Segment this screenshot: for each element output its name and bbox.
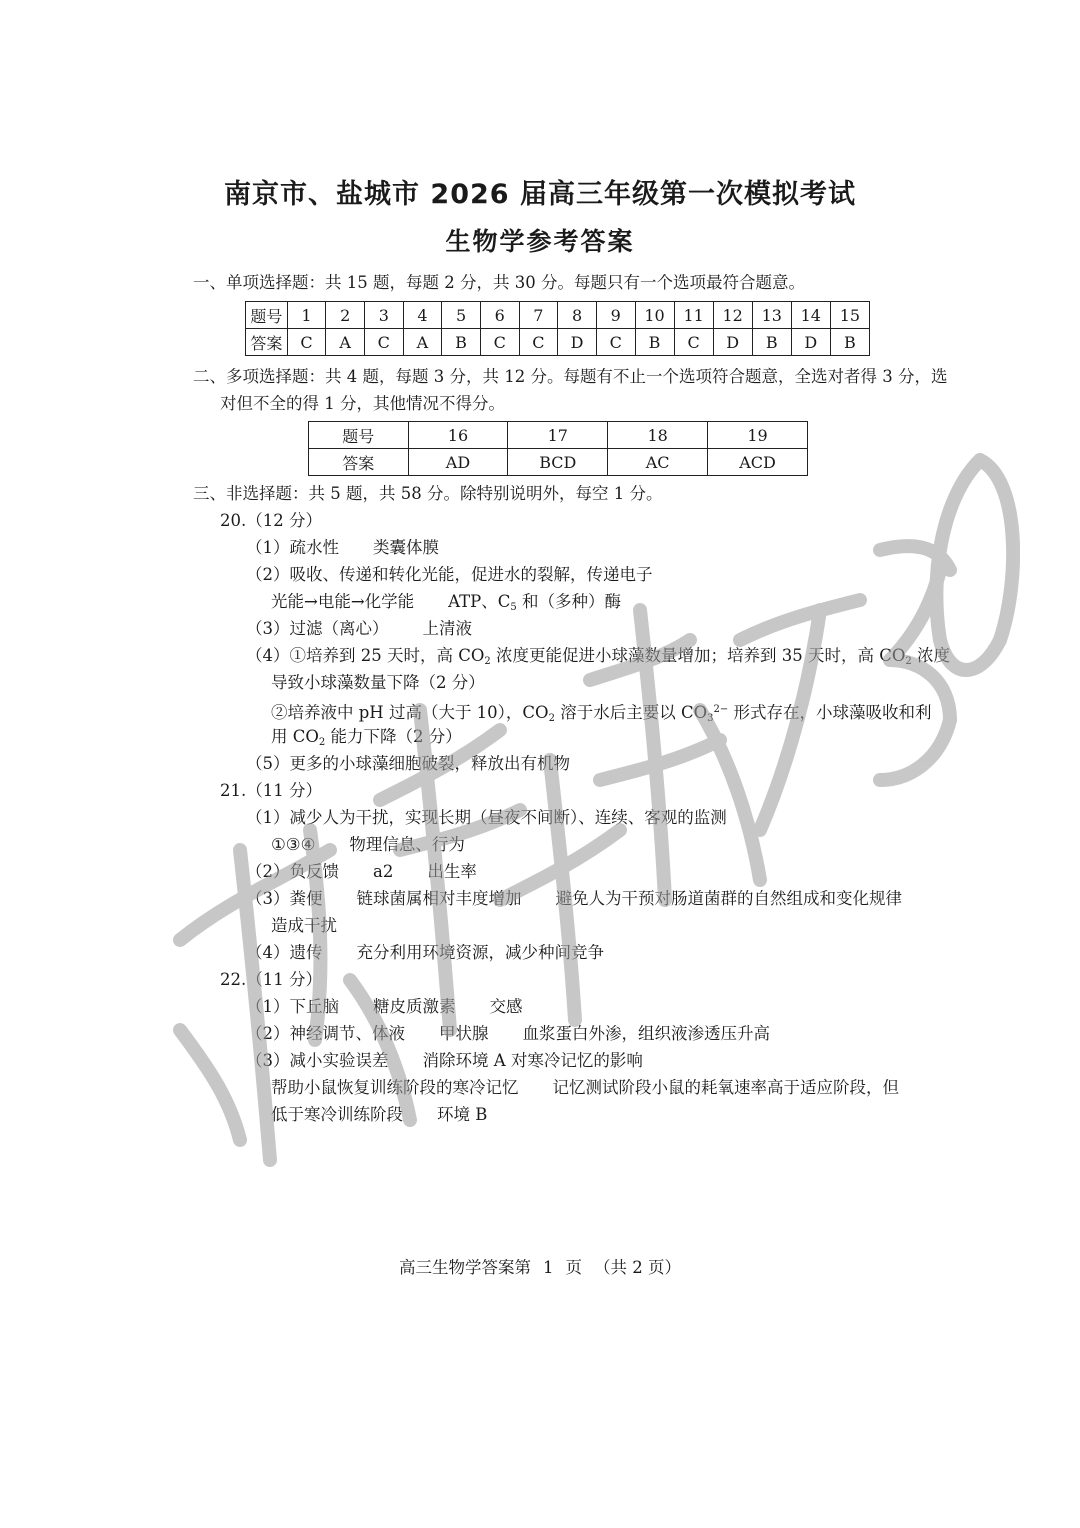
q20-part4-line4 [271, 726, 462, 754]
answer-text: ATP、C [448, 592, 511, 611]
answer-cell: C [480, 329, 519, 356]
answer-text: 记忆测试阶段小鼠的耗氧速率高于适应阶段，但 [552, 1078, 899, 1097]
question-number: 6 [480, 302, 519, 329]
question-number: 17 [508, 422, 608, 449]
answer-text: 环境 B [437, 1105, 488, 1124]
answer-text: 出生率 [427, 862, 477, 881]
answer-cell: B [635, 329, 674, 356]
answer-text: （4）遗传 [246, 943, 323, 962]
page-title: 南京市、盐城市 2026 届高三年级第一次模拟考试 [224, 179, 856, 210]
answer-text: 浓度 [911, 646, 951, 665]
answer-cell: A [326, 329, 365, 356]
answer-text: 消除环境 A 对寒冷记忆的影响 [422, 1051, 643, 1070]
section3-heading: 三、非选择题：共 5 题，共 58 分。除特别说明外，每空 1 分。 [193, 484, 663, 503]
question-number: 12 [713, 302, 752, 329]
answer-cell: ACD [708, 449, 808, 476]
answer-text: 和（多种）酶 [516, 592, 622, 611]
q20-part1 [246, 537, 439, 559]
q21-part4 [246, 942, 604, 964]
q21-part3-line1 [246, 888, 902, 910]
answer-text: a2 [373, 862, 394, 881]
question-number: 9 [596, 302, 635, 329]
answer-text: 血浆蛋白外渗，组织液渗透压升高 [522, 1024, 770, 1043]
q21-part1-line1: （1）减少人为干扰，实现长期（昼夜不间断）、连续、客观的监测 [246, 808, 727, 827]
footer-label: 高三生物学答案第 [399, 1258, 531, 1277]
answer-text: 物理信息、行为 [349, 835, 465, 854]
question-number: 13 [752, 302, 791, 329]
question-number: 19 [708, 422, 808, 449]
page-number: 1 [543, 1258, 554, 1277]
question-number: 7 [519, 302, 558, 329]
q20-part2-line2 [271, 591, 621, 619]
answer-text: ②培养液中 pH 过高（大于 10），CO [271, 703, 549, 722]
answer-text: 避免人为干预对肠道菌群的自然组成和变化规律 [555, 889, 902, 908]
table-row [246, 302, 870, 329]
subscript: 2 [318, 737, 326, 748]
answer-cell: B [830, 329, 869, 356]
q21-title: 21.（11 分） [220, 781, 322, 800]
q21-part1-line2 [271, 834, 465, 856]
subscript: 2 [548, 713, 555, 724]
q21-part3-line2: 造成干扰 [271, 916, 337, 935]
q22-part2 [246, 1023, 770, 1045]
table-row [309, 422, 808, 449]
page-footer [0, 1254, 1080, 1278]
question-number: 15 [830, 302, 869, 329]
footer-page-word: 页 [565, 1258, 582, 1277]
section1-heading: 一、单项选择题：共 15 题，每题 2 分，共 30 分。每题只有一个选项最符合题意。 [193, 273, 805, 292]
handwritten-watermark [120, 380, 1020, 1230]
question-number: 14 [791, 302, 830, 329]
answer-text: 糖皮质激素 [373, 997, 456, 1016]
section2-heading-line1: 二、多项选择题：共 4 题，每题 3 分，共 12 分。每题有不止一个选项符合题意，全选对者得 3 分，选 [193, 367, 948, 386]
answer-text: 光能→电能→化学能 [271, 592, 415, 611]
question-number: 5 [442, 302, 481, 329]
question-number: 10 [635, 302, 674, 329]
question-number: 4 [403, 302, 442, 329]
row-label-answer: 答案 [246, 329, 288, 356]
q22-title: 22.（11 分） [220, 970, 322, 989]
q20-title: 20.（12 分） [220, 511, 322, 530]
q22-part3-line3 [271, 1104, 487, 1126]
q20-part2-line1: （2）吸收、传递和转化光能，促进水的裂解，传递电子 [246, 565, 653, 584]
row-label-question: 题号 [309, 422, 409, 449]
answer-text: （3）减小实验误差 [246, 1051, 389, 1070]
answer-cell: C [674, 329, 713, 356]
subscript: 5 [510, 602, 517, 613]
answer-cell: A [403, 329, 442, 356]
question-number: 11 [674, 302, 713, 329]
answer-text: ①③④ [271, 835, 316, 854]
answer-cell: C [287, 329, 326, 356]
answer-cell: AC [608, 449, 708, 476]
answer-text: （3）粪便 [246, 889, 323, 908]
answer-text: 链球菌属相对丰度增加 [356, 889, 522, 908]
subscript: 2 [484, 656, 491, 667]
answer-cell: BCD [508, 449, 608, 476]
answer-text: 溶于水后主要以 CO [554, 703, 708, 722]
question-number: 3 [364, 302, 403, 329]
answer-text: 浓度更能促进小球藻数量增加；培养到 35 天时，高 CO [490, 646, 906, 665]
answer-cell: C [596, 329, 635, 356]
answer-text: 形式存在，小球藻吸收和利 [728, 703, 932, 722]
answer-cell: C [364, 329, 403, 356]
answer-text: （3）过滤（离心） [246, 619, 389, 638]
answer-text: 类囊体膜 [373, 538, 439, 557]
q20-part5: （5）更多的小球藻细胞破裂，释放出有机物 [246, 754, 570, 773]
answer-text: （2）神经调节、体液 [246, 1024, 405, 1043]
table-row [246, 329, 870, 356]
question-number: 16 [408, 422, 508, 449]
question-number: 18 [608, 422, 708, 449]
single-choice-answer-table [245, 301, 870, 356]
answer-cell: D [558, 329, 597, 356]
row-label-answer: 答案 [309, 449, 409, 476]
answer-cell: D [791, 329, 830, 356]
q20-part3 [246, 618, 472, 640]
answer-text: （1）下丘脑 [246, 997, 339, 1016]
answer-text: （2）负反馈 [246, 862, 339, 881]
subscript: 2 [905, 656, 912, 667]
question-number: 2 [326, 302, 365, 329]
multiple-choice-answer-table [308, 421, 808, 476]
answer-cell: C [519, 329, 558, 356]
section2-heading-line2: 对但不全的得 1 分，其他情况不得分。 [220, 394, 505, 413]
answer-cell: B [752, 329, 791, 356]
question-number: 1 [287, 302, 326, 329]
page-subtitle: 生物学参考答案 [445, 227, 635, 256]
row-label-question: 题号 [246, 302, 288, 329]
q20-part4-line2: 导致小球藻数量下降（2 分） [271, 673, 485, 692]
answer-text: 帮助小鼠恢复训练阶段的寒冷记忆 [271, 1078, 519, 1097]
answer-cell: B [442, 329, 481, 356]
q21-part2 [246, 861, 477, 883]
answer-text: 低于寒冷训练阶段 [271, 1105, 403, 1124]
answer-text: 交感 [489, 997, 523, 1016]
superscript: 2− [713, 704, 729, 715]
answer-cell: D [713, 329, 752, 356]
answer-text: 充分利用环境资源，减少种间竞争 [356, 943, 604, 962]
q22-part3-line2 [271, 1077, 899, 1099]
answer-text: 能力下降（2 分） [325, 727, 462, 746]
answer-text: （1）疏水性 [246, 538, 339, 557]
table-row [309, 449, 808, 476]
answer-cell: AD [408, 449, 508, 476]
page-total: （共 2 页） [594, 1258, 681, 1277]
question-number: 8 [558, 302, 597, 329]
answer-text: 用 CO [271, 727, 319, 746]
q22-part3-line1 [246, 1050, 643, 1072]
subscript: 3 [707, 713, 714, 724]
answer-text: （4）①培养到 25 天时，高 CO [246, 646, 485, 665]
q20-part4-line1 [246, 645, 950, 673]
q22-part1 [246, 996, 523, 1018]
answer-text: 上清液 [422, 619, 472, 638]
answer-text: 甲状腺 [439, 1024, 489, 1043]
